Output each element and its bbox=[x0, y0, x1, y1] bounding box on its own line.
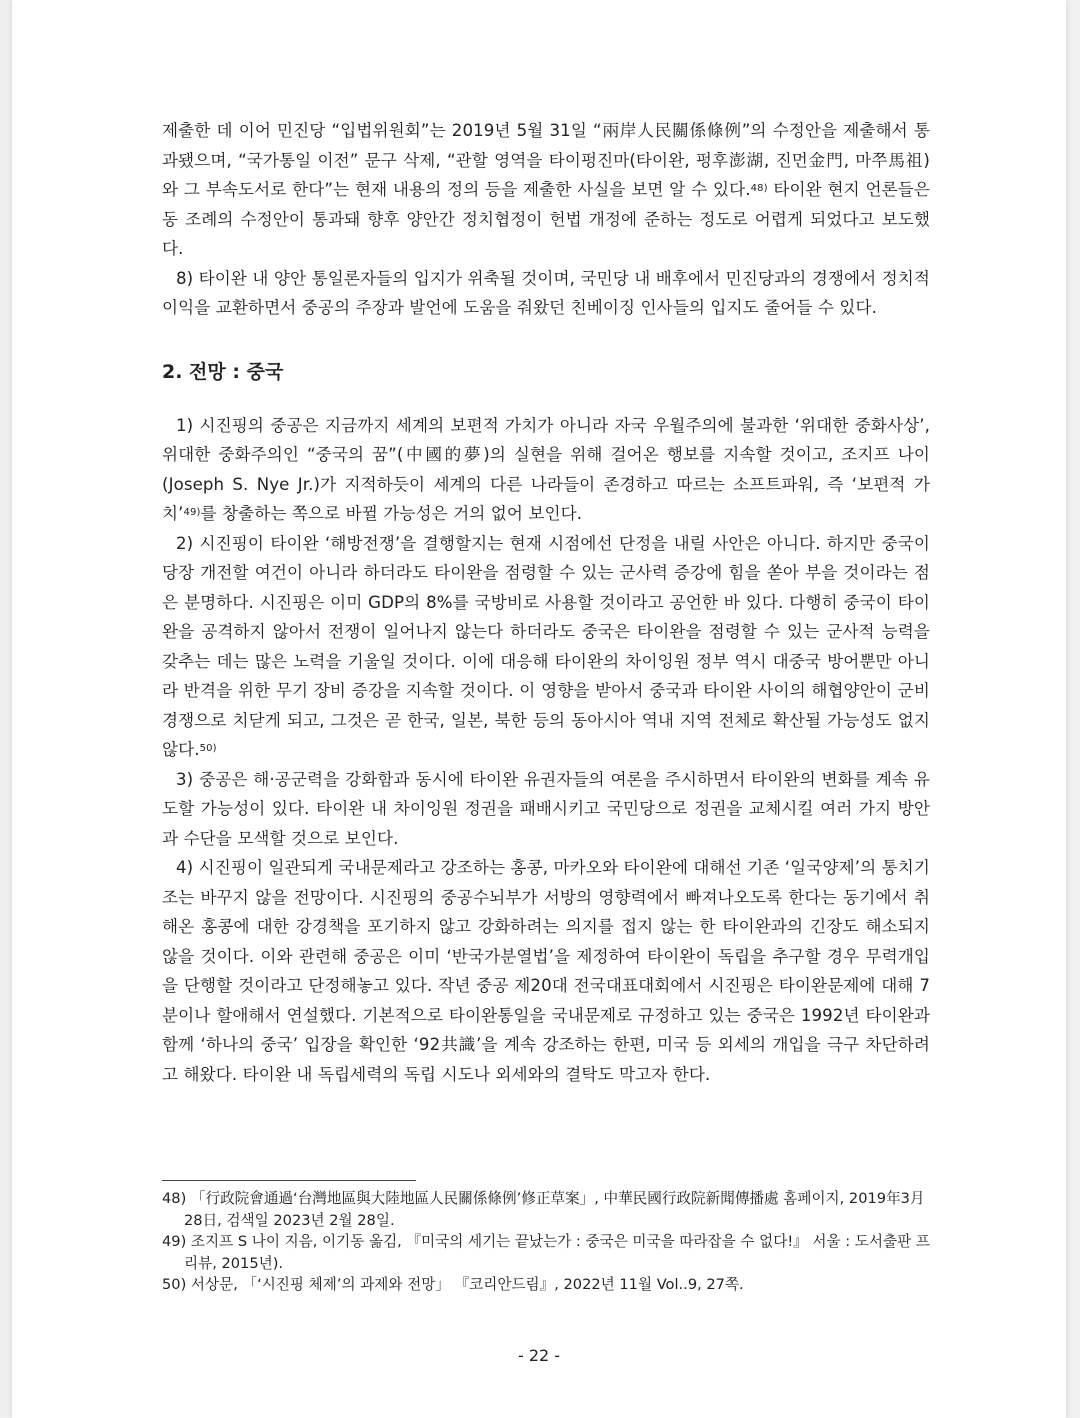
footnote-ref-50: 50) bbox=[199, 743, 217, 754]
footnote-49: 49) 조지프 S 나이 지음, 이기동 옮김, 『미국의 세기는 끝났는가 : 중국은 미국을 따라잡을 수 없다!』 서울 : 도서출판 프리뷰, 2015년). bbox=[162, 1233, 930, 1272]
paragraph-item-2 bbox=[162, 529, 930, 765]
footnote-divider bbox=[162, 1180, 416, 1181]
document-page bbox=[12, 0, 1066, 1418]
paragraph-item-3: 3) 중공은 해·공군력을 강화함과 동시에 타이완 유권자들의 여론을 주시하면서 타이완의 변화를 계속 유도할 가능성이 있다. 타이완 내 차이잉원 정권을 패배시키고 국민당으로 정권을 교체시킬 여러 가지 방안과 수단을 모색할 것으로 보인다. bbox=[162, 769, 930, 848]
footnote-48: 48) 「行政院會通過‘台灣地區與大陸地區人民關係條例’修正草案」, 中華民國行政院新聞傳播處 홈페이지, 2019年3月28日, 검색일 2023년 2월 28일. bbox=[162, 1190, 925, 1229]
paragraph-text: 타이완 현지 언론들은 동 조례의 수정안이 통과돼 향후 양안간 정치협정이 헌법 개정에 준하는 정도로 어렵게 되었다고 보도했다. bbox=[162, 180, 930, 258]
section-heading: 2. 전망 : 중국 bbox=[162, 360, 284, 383]
paragraph-item-8: 8) 타이완 내 양안 통일론자들의 입지가 위축될 것이며, 국민당 내 배후에서 민진당과의 경쟁에서 정치적 이익을 교환하면서 중공의 주장과 발언에 도움을 줘왔던 친베이징 인사들의 입지도 줄어들 수 있다. bbox=[162, 268, 930, 317]
footnotes bbox=[162, 1188, 930, 1296]
body-content bbox=[162, 116, 930, 1089]
paragraph-text: 제출한 데 이어 민진당 “입법위원회”는 2019년 5월 31일 “兩岸人民關係條例”의 수정안을 제출해서 통과됐으며, “국가통일 이전” 문구 삭제, “관할 영역을 타이펑진마(타이완, 펑후澎湖, 진먼金門, 마쭈馬祖)와 그 부속도서로 한다”는 현재 내용의 정의 등을 제출한 사실을 보면 알 수 있다. bbox=[162, 121, 930, 199]
paragraph-text: 1) 시진핑의 중공은 지금까지 세계의 보편적 가치가 아니라 자국 우월주의에 불과한 ‘위대한 중화사상’, 위대한 중화주의인 “중국의 꿈”(中國的夢)의 실현을 위해 걸어온 행보를 지속할 것이고, 조지프 나이(Joseph S. Nye Jr.)가 지적하듯이 세계의 다른 나라들이 존경하고 따르는 소프트파워, 즉 ‘보편적 가치’ bbox=[162, 415, 930, 523]
page-number: - 22 - bbox=[517, 1346, 561, 1365]
paragraph-text: 2) 시진핑이 타이완 ‘해방전쟁’을 결행할지는 현재 시점에선 단정을 내릴 사안은 아니다. 하지만 중국이 당장 개전할 여건이 아니라 하더라도 타이완을 점령할 수 있는 군사력 증강에 힘을 쏟아 부을 것이라는 점은 분명하다. 시진핑은 이미 GDP의 8%를 국방비로 사용할 것이라고 공언한 바 있다. 다행히 중국이 타이완을 공격하지 않아서 전쟁이 일어나지 않는다 하더라도 중국은 타이완을 점령할 수 있는 군사적 능력을 갖추는 데는 많은 노력을 기울일 것이다. 이에 대응해 타이완의 차이잉원 정부 역시 대중국 방어뿐만 아니라 반격을 위한 무기 장비 증강을 지속할 것이다. 이 영향을 받아서 중국과 타이완 사이의 해협양안이 군비경쟁으로 치닫게 되고, 그것은 곧 한국, 일본, 북한 등의 동아시아 역내 지역 전체로 확산될 가능성도 없지 않다. bbox=[162, 533, 930, 759]
footnote-ref-48: 48) bbox=[750, 183, 768, 194]
paragraph-continuation bbox=[162, 116, 930, 264]
paragraph-item-1 bbox=[162, 411, 930, 529]
paragraph-item-4: 4) 시진핑이 일관되게 국내문제라고 강조하는 홍콩, 마카오와 타이완에 대해선 기존 ‘일국양제’의 통치기조는 바꾸지 않을 전망이다. 시진핑의 중공수뇌부가 서방의 영향력에서 빠져나오도록 한다는 동기에서 취해온 홍콩에 대한 강경책을 포기하지 않고 강화하려는 의지를 접지 않는 한 타이완과의 긴장도 해소되지 않을 것이다. 이와 관련해 중공은 이미 ‘반국가분열법’을 제정하여 타이완이 독립을 추구할 경우 무력개입을 단행할 것이라고 단정해놓고 있다. 작년 중공 제20대 전국대표대회에서 시진핑은 타이완문제에 대해 7분이나 할애해서 연설했다. 기본적으로 타이완통일을 국내문제로 규정하고 있는 중국은 1992년 타이완과 함께 ‘하나의 중국’ 입장을 확인한 ‘92共識’을 계속 강조하는 한편, 미국 등 외세의 개입을 극구 차단하려고 해왔다. 타이완 내 독립세력의 독립 시도나 외세와의 결탁도 막고자 한다. bbox=[162, 858, 930, 1084]
footnote-ref-49: 49) bbox=[183, 507, 201, 518]
paragraph-text: 를 창출하는 쪽으로 바뀔 가능성은 거의 없어 보인다. bbox=[200, 504, 583, 523]
footnote-50: 50) 서상문, 「‘시진핑 체제’의 과제와 전망」 『코리안드림』, 2022년 11월 Vol..9, 27쪽. bbox=[162, 1276, 744, 1293]
